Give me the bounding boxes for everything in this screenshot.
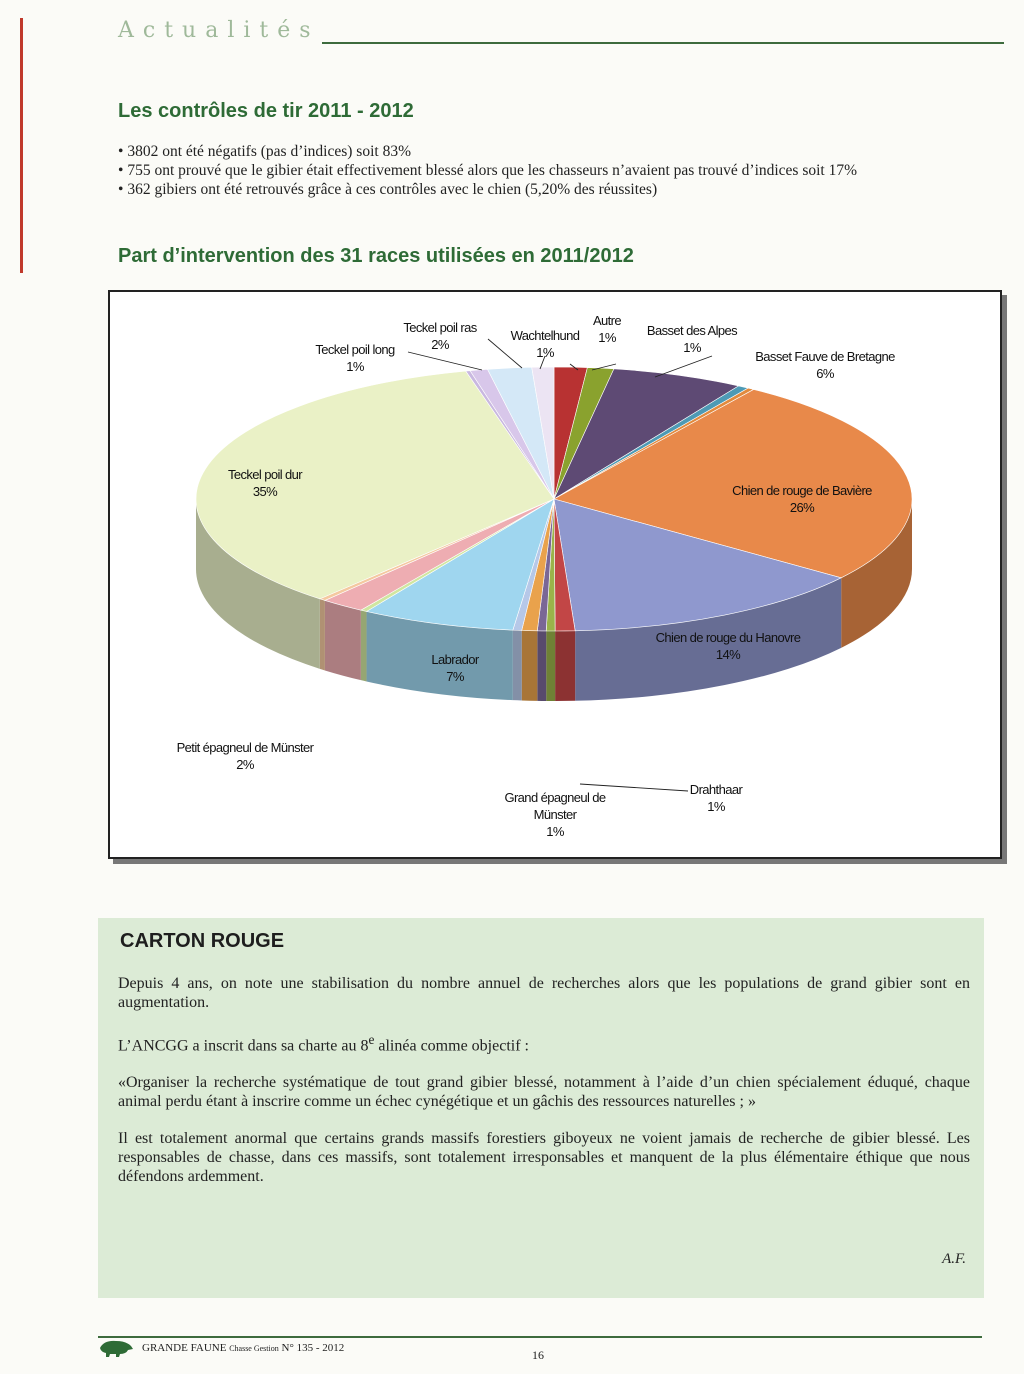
margin-rule [20, 18, 23, 273]
pie-slice-label: Autre 1% [592, 313, 622, 345]
paragraph: L’ANCGG a inscrit dans sa charte au 8e alinéa comme objectif : [118, 1032, 529, 1055]
boar-logo-icon [98, 1336, 134, 1358]
section-title-controls: Les contrôles de tir 2011 - 2012 [118, 100, 414, 122]
header-rule [322, 42, 1004, 44]
list-item: • 755 ont prouvé que le gibier était effectivement blessé alors que les chasseurs n’avaient pas trouvé d’indices soit 17% [118, 161, 857, 180]
pie-slice-label: Wachtelhund 1% [510, 328, 580, 360]
carton-rouge-body [118, 974, 970, 1204]
pie-slice-label: Labrador 7% [431, 652, 479, 684]
section-header: Actualités [118, 18, 320, 43]
pie-chart-frame [108, 290, 1002, 859]
pie-slice-label: Grand épagneul de Münster 1% [504, 790, 606, 839]
pie-slice-side [555, 631, 575, 701]
pie-slice-side [546, 631, 555, 701]
pie-slice-side [320, 599, 325, 671]
pie-chart [110, 292, 1000, 857]
pie-slice-side [513, 630, 522, 700]
list-item: • 362 gibiers ont été retrouvés grâce à ces contrôles avec le chien (5,20% des réussites) [118, 180, 857, 199]
pie-slice-label: Drahthaar 1% [689, 782, 743, 814]
pie-slice-label: Basset Fauve de Bretagne 6% [755, 349, 895, 381]
footer-rule [98, 1336, 982, 1338]
pie-slice-side [537, 631, 546, 701]
list-item: • 3802 ont été négatifs (pas d’indices) soit 83% [118, 142, 857, 161]
leader-line [655, 356, 712, 377]
pie-slice-label: Teckel poil long 1% [315, 342, 395, 374]
leader-line [488, 339, 522, 368]
carton-rouge-title: CARTON ROUGE [120, 930, 285, 952]
paragraph: Depuis 4 ans, on note une stabilisation du nombre annuel de recherches alors que les populations de grand gibier sont en augmentation. [118, 975, 970, 1011]
pie-slice-label: Teckel poil ras 2% [403, 320, 477, 352]
pie-top [196, 367, 912, 631]
leader-line [408, 352, 482, 370]
pie-slice-label: Basset des Alpes 1% [646, 323, 738, 355]
pie-slice-label: Chien de rouge du Hanovre 14% [655, 630, 801, 662]
controls-list [118, 142, 857, 199]
pie-slice-label: Teckel poil dur 35% [227, 467, 303, 499]
pie-slice-label: Petit épagneul de Münster 2% [176, 740, 314, 772]
carton-rouge-box [98, 918, 984, 1298]
footer-magazine: GRANDE FAUNE Chasse Gestion N° 135 - 2012 [142, 1342, 345, 1354]
section-title-breeds: Part d’intervention des 31 races utilisées en 2011/2012 [118, 245, 634, 267]
paragraph: Il est totalement anormal que certains grands massifs forestiers giboyeux ne voient jamais de recherche de gibier blessé. Les responsables de chasse, dans ces massifs, sont totalement irresponsables et manquent de la plus élémentaire éthique que nous défendons ardemment. [118, 1130, 970, 1186]
pie-slice-side [325, 600, 361, 680]
author-signature: A.F. [942, 1251, 966, 1267]
pie-slice-side [522, 630, 538, 700]
pie-slice-side [361, 610, 367, 681]
paragraph: «Organiser la recherche systématique de tout grand gibier blessé, notamment à l’aide d’un chien spécialement éduqué, chaque animal perdu étant à inscrire comme un échec cynégétique et un gâchis des ressources naturelles ; » [118, 1074, 970, 1111]
page-number: 16 [532, 1348, 544, 1362]
pie-slice-label: Chien de rouge de Bavière 26% [732, 483, 872, 515]
